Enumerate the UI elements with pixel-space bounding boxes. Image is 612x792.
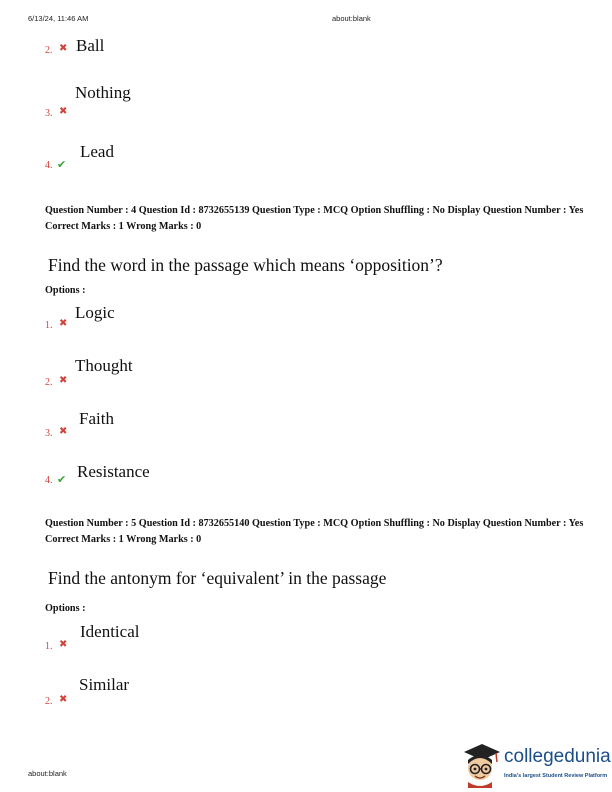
- check-icon: ✔: [57, 474, 67, 486]
- question-info: Question Number : 5 Question Id : 8732655140 Question Type : MCQ Option Shuffling : No Display Question Number : Yes: [45, 518, 584, 529]
- marks-info: Correct Marks : 1 Wrong Marks : 0: [45, 533, 202, 545]
- options-label: Options :: [45, 603, 86, 614]
- check-icon: ✔: [57, 159, 67, 171]
- wrong-icon: ✖: [59, 694, 68, 705]
- mascot-icon: [460, 742, 502, 788]
- option-number: 2.: [45, 45, 53, 56]
- option-number: 3.: [45, 108, 53, 119]
- option-text: Faith: [79, 409, 114, 428]
- option-text: Lead: [80, 142, 114, 161]
- option-text: Logic: [75, 303, 115, 322]
- option-number: 4.: [45, 475, 53, 486]
- collegedunia-logo: [460, 742, 610, 790]
- print-datetime: 6/13/24, 11:46 AM: [28, 14, 89, 23]
- question-text: Find the antonym for ‘equivalent’ in the passage: [48, 568, 387, 588]
- option-text: Nothing: [75, 83, 131, 102]
- print-url: about:blank: [332, 14, 371, 23]
- question-info: Question Number : 4 Question Id : 8732655139 Question Type : MCQ Option Shuffling : No Display Question Number : Yes: [45, 205, 584, 216]
- logo-tagline: India's largest Student Review Platform: [504, 773, 608, 779]
- option-number: 2.: [45, 377, 53, 388]
- option-number: 4.: [45, 160, 53, 171]
- option-text: Similar: [79, 675, 130, 694]
- marks-info: Correct Marks : 1 Wrong Marks : 0: [45, 220, 202, 232]
- option-number: 3.: [45, 428, 53, 439]
- option-number: 2.: [45, 696, 53, 707]
- question-text: Find the word in the passage which means ‘opposition’?: [48, 255, 443, 275]
- option-text: Ball: [76, 36, 105, 55]
- option-text: Thought: [75, 356, 133, 375]
- option-text: Identical: [80, 622, 140, 641]
- wrong-icon: ✖: [59, 639, 68, 650]
- question-meta: [45, 518, 585, 546]
- logo-wordmark: collegedunia: [504, 746, 611, 767]
- wrong-icon: ✖: [59, 106, 68, 117]
- question-meta: [45, 205, 585, 233]
- footer-url: about:blank: [28, 769, 67, 778]
- option-number: 1.: [45, 320, 53, 331]
- option-text: Resistance: [77, 462, 150, 481]
- wrong-icon: ✖: [59, 375, 68, 386]
- wrong-icon: ✖: [59, 43, 68, 54]
- wrong-icon: ✖: [59, 426, 68, 437]
- wrong-icon: ✖: [59, 318, 68, 329]
- option-number: 1.: [45, 641, 53, 652]
- options-label: Options :: [45, 285, 86, 296]
